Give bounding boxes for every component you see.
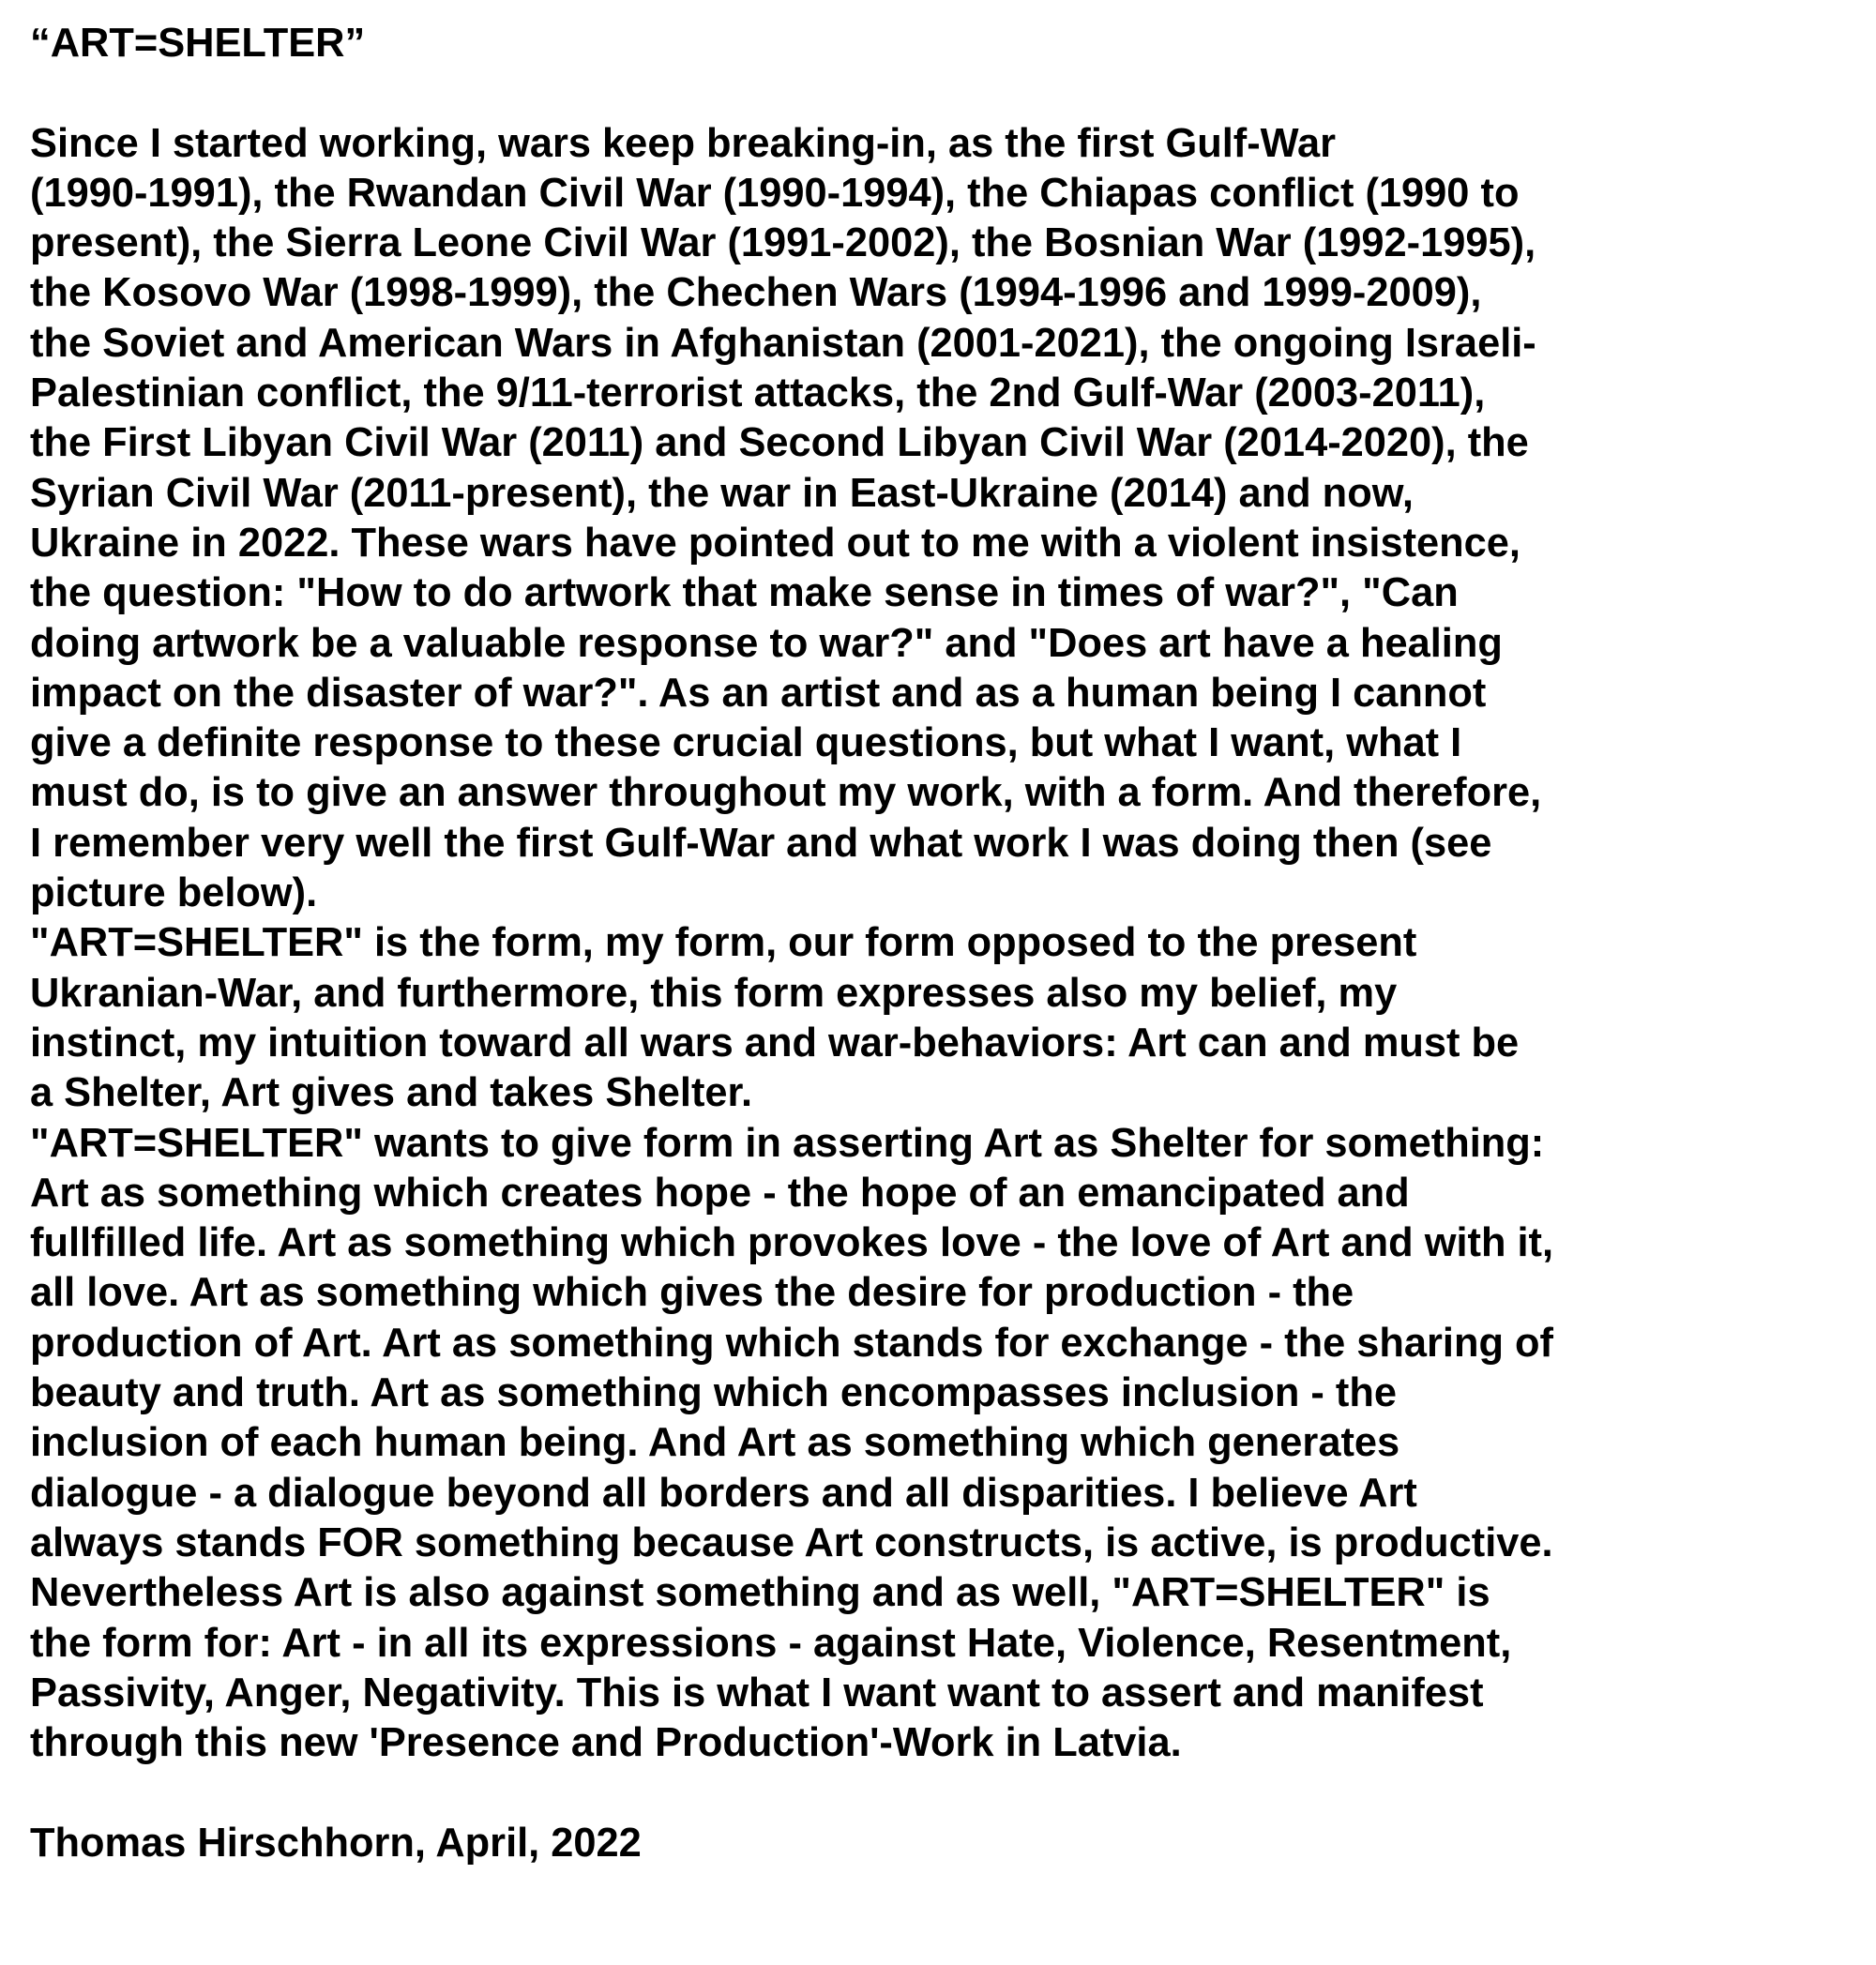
- body-line: Art as something which creates hope - the hope of an emancipated and: [30, 1170, 1410, 1216]
- body-line: Passivity, Anger, Negativity. This is what I want want to assert and manifest: [30, 1670, 1484, 1716]
- signature: Thomas Hirschhorn, April, 2022: [30, 1820, 642, 1866]
- blank-line: [30, 68, 1868, 118]
- body-line: fullfilled life. Art as something which provokes love - the love of Art and with it,: [30, 1220, 1554, 1266]
- body-line: always stands FOR something because Art constructs, is active, is productive.: [30, 1519, 1553, 1565]
- statement-body: [30, 119, 1868, 1769]
- body-line: the Soviet and American Wars in Afghanistan (2001-2021), the ongoing Israeli-: [30, 320, 1536, 366]
- body-line: Ukranian-War, and furthermore, this form expresses also my belief, my: [30, 970, 1398, 1016]
- body-line: I remember very well the first Gulf-War and what work I was doing then (see: [30, 820, 1492, 866]
- body-line: Since I started working, wars keep breaking-in, as the first Gulf-War: [30, 120, 1337, 166]
- body-line: must do, is to give an answer throughout my work, with a form. And therefore,: [30, 770, 1542, 816]
- body-line: "ART=SHELTER" is the form, my form, our form opposed to the present: [30, 920, 1417, 966]
- body-line: doing artwork be a valuable response to war?" and "Does art have a healing: [30, 620, 1503, 666]
- body-line: (1990-1991), the Rwandan Civil War (1990-1994), the Chiapas conflict (1990 to: [30, 170, 1520, 216]
- body-line: the form for: Art - in all its expressions - against Hate, Violence, Resentment,: [30, 1620, 1512, 1666]
- body-line: impact on the disaster of war?". As an artist and as a human being I cannot: [30, 670, 1487, 716]
- body-line: through this new 'Presence and Production'-Work in Latvia.: [30, 1720, 1182, 1766]
- document-title: “ART=SHELTER”: [30, 21, 366, 66]
- body-line: the First Libyan Civil War (2011) and Second Libyan Civil War (2014-2020), the: [30, 420, 1529, 466]
- body-line: Ukraine in 2022. These wars have pointed out to me with a violent insistence,: [30, 520, 1520, 566]
- body-line: dialogue - a dialogue beyond all borders and all disparities. I believe Art: [30, 1470, 1417, 1516]
- body-line: Syrian Civil War (2011-present), the war in East-Ukraine (2014) and now,: [30, 470, 1414, 516]
- statement-document: [30, 19, 1868, 1868]
- body-line: the question: "How to do artwork that make sense in times of war?", "Can: [30, 570, 1459, 616]
- body-line: the Kosovo War (1998-1999), the Chechen Wars (1994-1996 and 1999-2009),: [30, 270, 1482, 316]
- body-line: give a definite response to these crucial questions, but what I want, what I: [30, 720, 1462, 766]
- body-line: present), the Sierra Leone Civil War (1991-2002), the Bosnian War (1992-1995),: [30, 220, 1536, 266]
- body-line: all love. Art as something which gives the desire for production - the: [30, 1270, 1354, 1316]
- body-line: "ART=SHELTER" wants to give form in asserting Art as Shelter for something:: [30, 1120, 1545, 1166]
- body-line: instinct, my intuition toward all wars and war-behaviors: Art can and must be: [30, 1020, 1520, 1066]
- body-line: picture below).: [30, 870, 318, 916]
- body-line: production of Art. Art as something which stands for exchange - the sharing of: [30, 1320, 1554, 1366]
- body-line: Palestinian conflict, the 9/11-terrorist attacks, the 2nd Gulf-War (2003-2011),: [30, 370, 1486, 416]
- body-line: inclusion of each human being. And Art as something which generates: [30, 1420, 1400, 1466]
- body-line: a Shelter, Art gives and takes Shelter.: [30, 1070, 753, 1116]
- body-line: Nevertheless Art is also against something and as well, "ART=SHELTER" is: [30, 1570, 1490, 1616]
- body-line: beauty and truth. Art as something which encompasses inclusion - the: [30, 1370, 1397, 1416]
- blank-line: [30, 1768, 1868, 1818]
